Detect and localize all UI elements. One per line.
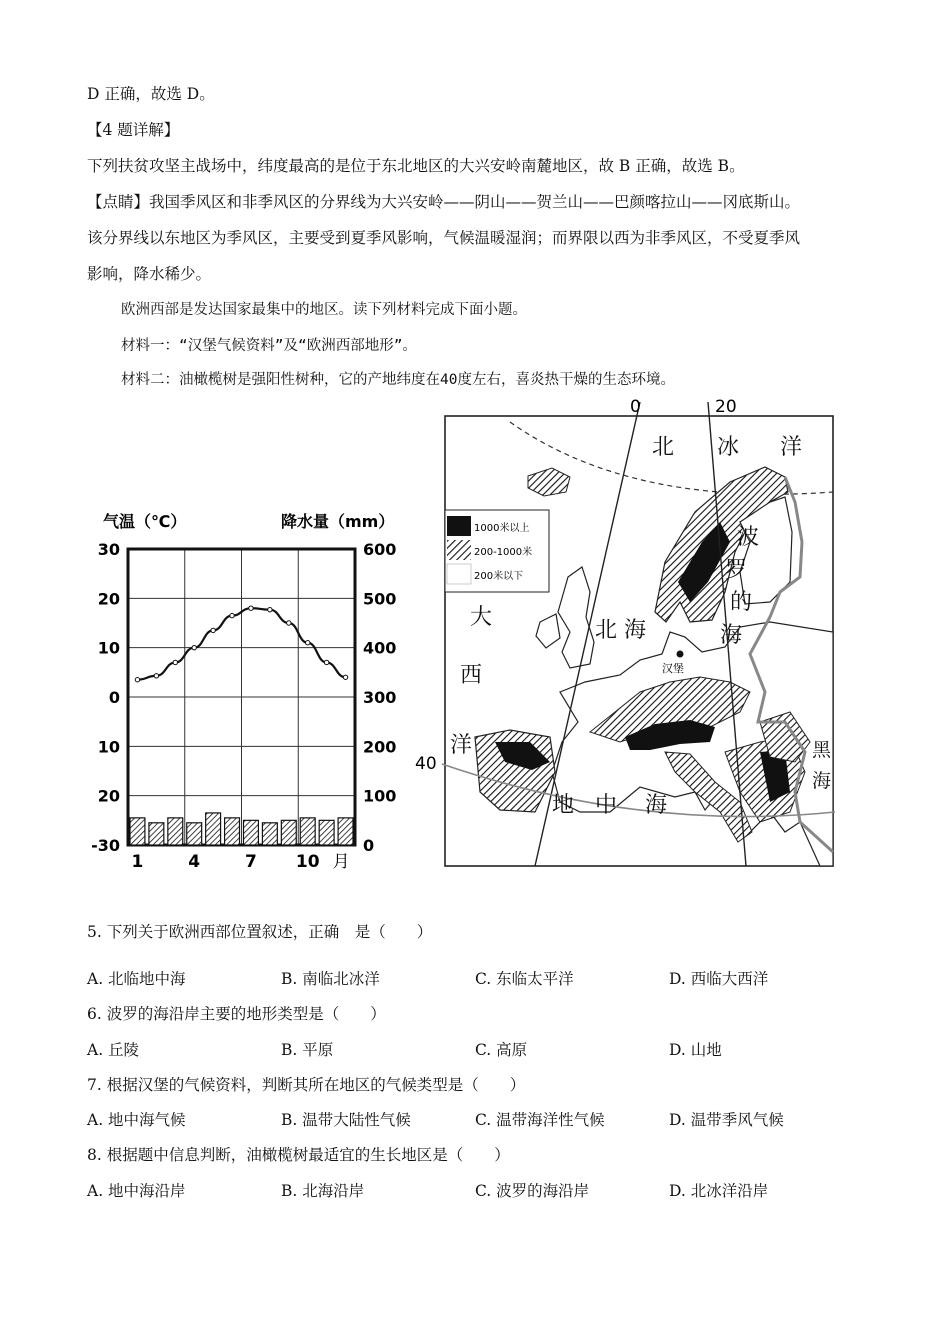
western-europe-terrain-map [415, 392, 835, 870]
med-sea-label-2: 中 [595, 793, 618, 818]
temp-tick-label: 0 [108, 688, 120, 707]
legend-swatch-mid [447, 540, 471, 560]
hamburg-label: 汉堡 [662, 662, 684, 675]
arctic-ocean-label-3: 洋 [780, 435, 803, 460]
temp-tick-label: 20 [97, 786, 120, 806]
baltic-label-1: 波 [737, 525, 760, 550]
question-6-stem: 6. 波罗的海沿岸主要的地形类型是（ ） [87, 1005, 386, 1023]
month-tick-label: 1 [131, 852, 144, 872]
precip-tick-label: 100 [363, 786, 397, 806]
atlantic-label-3: 洋 [450, 733, 473, 758]
precip-tick-label: 0 [363, 836, 375, 855]
intro-line-3: 材料二：油橄榄树是强阳性树种，它的产地纬度在40度左右，喜炎热干燥的生态环境。 [121, 372, 675, 388]
precip-bar [319, 820, 334, 845]
month-tick-label: 4 [188, 852, 201, 872]
q5-option-a[interactable]: A. 北临地中海 [87, 970, 186, 988]
question-8-stem: 8. 根据题中信息判断，油橄榄树最适宜的生长地区是（ ） [87, 1146, 510, 1164]
q4-detail: 下列扶贫攻坚主战场中，纬度最高的是位于东北地区的大兴安岭南麓地区，故 B 正确，故选 B。 [87, 157, 745, 175]
question-5-stem: 5. 下列关于欧洲西部位置叙述，正确 是（ ） [87, 923, 433, 941]
month-tick-label: 10 [295, 852, 320, 872]
q5-option-d[interactable]: D. 西临大西洋 [669, 970, 769, 988]
temperature-point [287, 621, 291, 625]
temp-tick-label: 20 [97, 589, 120, 609]
temperature-point [343, 675, 347, 679]
precip-axis-title: 降水量（mm） [281, 512, 395, 531]
q4-heading: 【4 题详解】 [87, 121, 180, 139]
tip-line-2: 该分界线以东地区为季风区，主要受到夏季风影响，气候温暖湿润；而界限以西为非季风区，不受夏季风 [87, 229, 801, 247]
lon-label-20: 20 [715, 397, 737, 417]
precip-bar [338, 818, 353, 845]
med-sea-label-3: 海 [645, 793, 668, 818]
q8-option-b[interactable]: B. 北海沿岸 [281, 1182, 365, 1200]
q7-option-c[interactable]: C. 温带海洋性气候 [475, 1111, 605, 1129]
temperature-point [268, 607, 272, 611]
precip-bar [244, 820, 259, 845]
intro-line-2: 材料一：“汉堡气候资料”及“欧洲西部地形”。 [121, 338, 417, 354]
map-legend [445, 510, 549, 592]
black-sea-label-2: 海 [812, 770, 832, 792]
q5-option-c[interactable]: C. 东临太平洋 [475, 970, 574, 988]
hamburg-climate-chart [85, 505, 485, 885]
temp-axis-title: 气温（℃） [103, 512, 187, 531]
temp-tick-label: -30 [91, 836, 120, 855]
med-sea-label-1: 地 [552, 793, 575, 818]
precip-bar [225, 818, 240, 845]
arctic-ocean-label-2: 冰 [717, 435, 740, 460]
precip-tick-label: 200 [363, 737, 397, 757]
temp-tick-label: 10 [97, 638, 120, 658]
temperature-point [192, 645, 196, 649]
hamburg-marker [677, 651, 684, 658]
north-sea-label: 北 海 [595, 618, 646, 643]
prev-answer-line: D 正确，故选 D。 [87, 85, 215, 103]
precip-bar [130, 818, 145, 845]
temperature-point [249, 606, 253, 610]
precip-bar [262, 823, 277, 845]
precip-tick-label: 400 [363, 638, 397, 658]
baltic-label-2: 罗 [725, 558, 748, 583]
month-tick-label: 7 [245, 852, 257, 872]
q6-option-c[interactable]: C. 高原 [475, 1041, 528, 1059]
lon-label-0: 0 [630, 397, 641, 417]
baltic-label-3: 的 [730, 590, 753, 615]
legend-high: 1000米以上 [474, 523, 530, 534]
legend-low: 200米以下 [474, 571, 524, 582]
precip-bar [281, 820, 296, 845]
tip-line-3: 影响，降水稀少。 [87, 265, 212, 283]
precip-bar [187, 823, 202, 845]
temperature-point [211, 628, 215, 632]
lat-label-40: 40 [415, 754, 437, 774]
precip-bar [206, 813, 221, 845]
precip-tick-label: 600 [363, 540, 397, 559]
legend-swatch-high [447, 516, 471, 536]
precip-bar [149, 823, 164, 845]
q7-option-a[interactable]: A. 地中海气候 [87, 1111, 186, 1129]
atlantic-label-2: 西 [460, 663, 483, 688]
temperature-point [230, 613, 234, 617]
question-7-stem: 7. 根据汉堡的气候资料，判断其所在地区的气候类型是（ ） [87, 1076, 526, 1094]
temperature-point [306, 641, 310, 645]
precip-bar [300, 818, 315, 845]
legend-swatch-low [447, 564, 471, 584]
month-unit-label: 月 [332, 852, 350, 872]
baltic-label-4: 海 [720, 623, 743, 648]
q6-option-d[interactable]: D. 山地 [669, 1041, 722, 1059]
temp-tick-label: 10 [97, 737, 120, 757]
q7-option-b[interactable]: B. 温带大陆性气候 [281, 1111, 411, 1129]
temperature-point [173, 660, 177, 664]
temperature-point [154, 674, 158, 678]
precip-tick-label: 500 [363, 589, 397, 609]
black-sea-label-1: 黑 [812, 739, 832, 761]
q7-option-d[interactable]: D. 温带季风气候 [669, 1111, 784, 1129]
tip-line-1: 【点睛】我国季风区和非季风区的分界线为大兴安岭——阴山——贺兰山——巴颜喀拉山——冈底斯山。 [87, 193, 801, 211]
q8-option-a[interactable]: A. 地中海沿岸 [87, 1182, 186, 1200]
temperature-point [135, 678, 139, 682]
q8-option-d[interactable]: D. 北冰洋沿岸 [669, 1182, 769, 1200]
arctic-ocean-label-1: 北 [652, 435, 675, 460]
q5-option-b[interactable]: B. 南临北冰洋 [281, 970, 380, 988]
precip-tick-label: 300 [363, 688, 397, 707]
atlantic-label-1: 大 [470, 605, 493, 630]
legend-mid: 200-1000米 [474, 547, 533, 558]
q6-option-a[interactable]: A. 丘陵 [87, 1041, 140, 1059]
q6-option-b[interactable]: B. 平原 [281, 1041, 334, 1059]
temp-tick-label: 30 [97, 540, 120, 559]
intro-line-1: 欧洲西部是发达国家最集中的地区。读下列材料完成下面小题。 [121, 302, 527, 318]
q8-option-c[interactable]: C. 波罗的海沿岸 [475, 1182, 590, 1200]
precip-bar [168, 818, 183, 845]
temperature-point [324, 660, 328, 664]
